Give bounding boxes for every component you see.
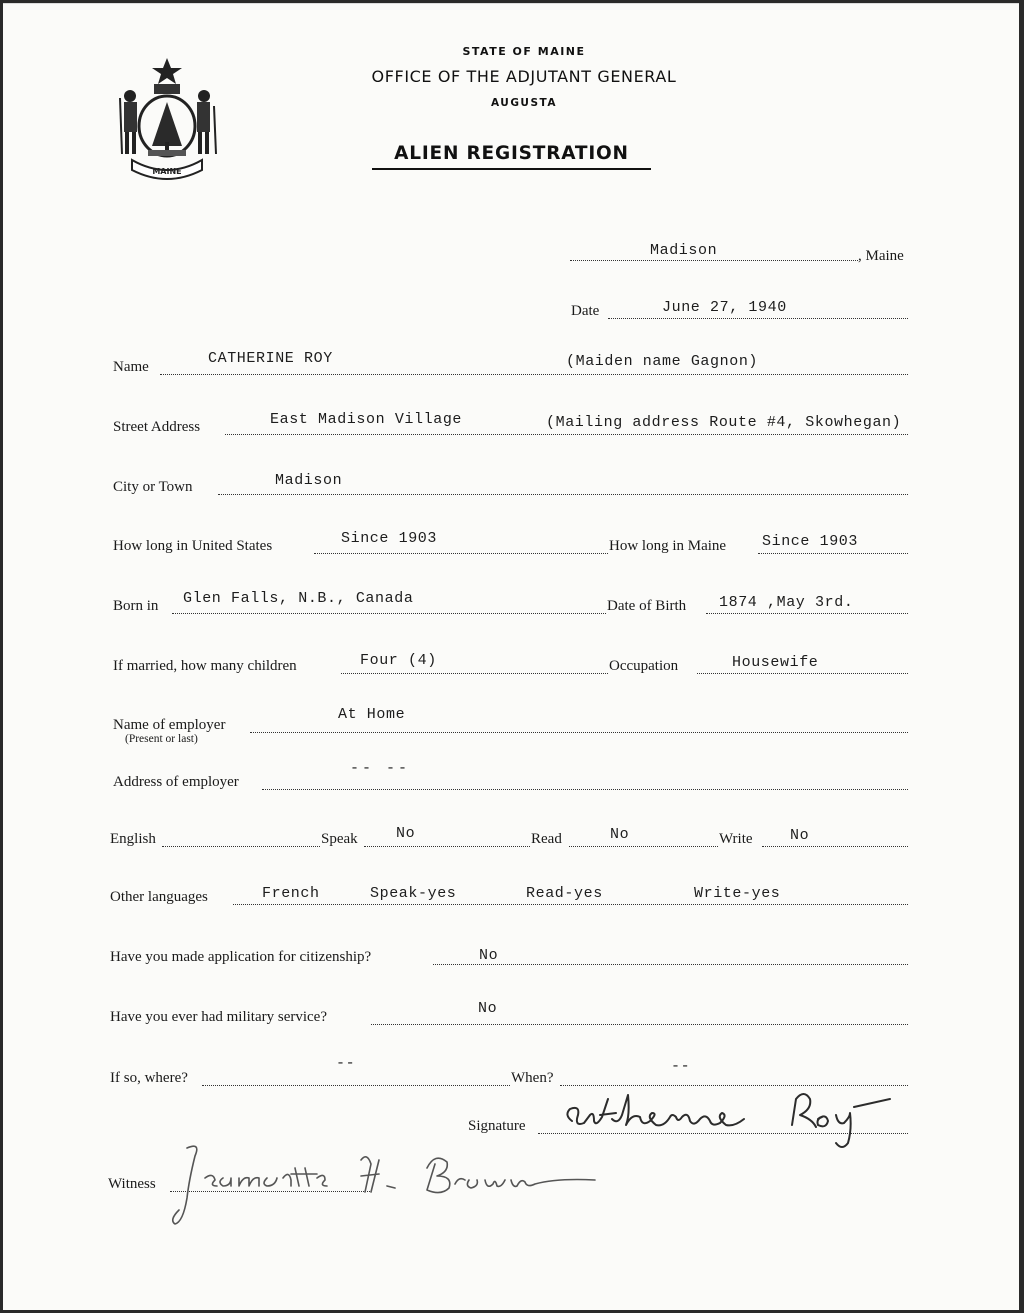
english-read-value[interactable]: No bbox=[610, 826, 630, 843]
how-long-maine-label: How long in Maine bbox=[609, 538, 727, 554]
occupation-label: Occupation bbox=[609, 658, 679, 674]
witness-handwriting bbox=[165, 1140, 625, 1230]
city-line bbox=[218, 494, 908, 495]
dob-label: Date of Birth bbox=[607, 598, 687, 614]
read-label: Read bbox=[531, 831, 562, 847]
occupation-value[interactable]: Housewife bbox=[732, 654, 819, 671]
form-title: ALIEN REGISTRATION bbox=[394, 143, 629, 164]
street-address-value[interactable]: East Madison Village bbox=[270, 411, 463, 428]
children-value[interactable]: Four (4) bbox=[360, 652, 437, 669]
name-line bbox=[160, 374, 908, 375]
street-address-label: Street Address bbox=[113, 419, 201, 435]
english-label: English bbox=[110, 831, 156, 847]
where-label: If so, where? bbox=[110, 1070, 188, 1086]
mailing-address-value[interactable]: (Mailing address Route #4, Skowhegan) bbox=[546, 414, 902, 431]
military-line bbox=[371, 1024, 908, 1025]
date-value[interactable]: June 27, 1940 bbox=[662, 299, 787, 316]
where-line bbox=[202, 1085, 510, 1086]
name-value[interactable]: CATHERINE ROY bbox=[208, 350, 333, 367]
town-line bbox=[570, 260, 858, 261]
how-long-maine-line bbox=[758, 553, 908, 554]
english-speak-value[interactable]: No bbox=[396, 825, 416, 842]
other-write-value[interactable]: Write-yes bbox=[694, 885, 781, 902]
date-label: Date bbox=[571, 303, 600, 319]
city-value[interactable]: Madison bbox=[275, 472, 343, 489]
signature-label: Signature bbox=[468, 1118, 526, 1134]
speak-label: Speak bbox=[321, 831, 358, 847]
other-read-value[interactable]: Read-yes bbox=[526, 885, 603, 902]
born-in-label: Born in bbox=[113, 598, 159, 614]
english-line bbox=[162, 846, 320, 847]
military-label: Have you ever had military service? bbox=[110, 1009, 327, 1025]
citizenship-label: Have you made application for citizenship? bbox=[110, 949, 372, 965]
how-long-maine-value[interactable]: Since 1903 bbox=[762, 533, 859, 550]
how-long-us-value[interactable]: Since 1903 bbox=[341, 530, 438, 547]
employer-line bbox=[250, 732, 908, 733]
when-value[interactable]: -- bbox=[671, 1058, 691, 1075]
english-write-value[interactable]: No bbox=[790, 827, 810, 844]
english-write-line bbox=[762, 846, 908, 847]
dob-line bbox=[706, 613, 908, 614]
title-underline bbox=[372, 168, 651, 170]
other-languages-label: Other languages bbox=[110, 889, 208, 905]
employer-value[interactable]: At Home bbox=[338, 706, 406, 723]
born-in-line bbox=[172, 613, 606, 614]
military-value[interactable]: No bbox=[478, 1000, 498, 1017]
city-label: City or Town bbox=[113, 479, 193, 495]
where-value[interactable]: -- bbox=[336, 1055, 356, 1072]
employer-address-value[interactable]: -- -- bbox=[350, 760, 411, 777]
children-label: If married, how many children bbox=[113, 658, 297, 674]
english-read-line bbox=[569, 846, 718, 847]
date-line bbox=[608, 318, 908, 319]
seal-banner-text: MAINE bbox=[152, 167, 182, 176]
how-long-us-label: How long in United States bbox=[113, 538, 273, 554]
header-office: OFFICE OF THE ADJUTANT GENERAL bbox=[371, 67, 677, 86]
occupation-line bbox=[697, 673, 908, 674]
header-city: AUGUSTA bbox=[490, 97, 557, 109]
english-speak-line bbox=[364, 846, 530, 847]
maiden-name-value[interactable]: (Maiden name Gagnon) bbox=[566, 353, 759, 370]
name-label: Name bbox=[113, 359, 149, 375]
employer-sublabel: (Present or last) bbox=[125, 733, 198, 745]
other-speak-value[interactable]: Speak-yes bbox=[370, 885, 457, 902]
citizenship-line bbox=[433, 964, 908, 965]
other-language-value[interactable]: French bbox=[262, 885, 320, 902]
how-long-us-line bbox=[314, 553, 608, 554]
born-in-value[interactable]: Glen Falls, N.B., Canada bbox=[183, 590, 414, 607]
state-suffix-label: , Maine bbox=[858, 248, 904, 264]
citizenship-value[interactable]: No bbox=[479, 947, 499, 964]
header-state: STATE OF MAINE bbox=[462, 45, 586, 58]
street-address-line bbox=[225, 434, 908, 435]
town-value[interactable]: Madison bbox=[650, 242, 718, 259]
employer-label: Name of employer bbox=[113, 717, 226, 733]
children-line bbox=[341, 673, 608, 674]
employer-address-line bbox=[262, 789, 908, 790]
witness-label: Witness bbox=[108, 1176, 156, 1192]
when-label: When? bbox=[511, 1070, 554, 1086]
dob-value[interactable]: 1874 ,May 3rd. bbox=[719, 594, 854, 611]
write-label: Write bbox=[719, 831, 753, 847]
other-languages-line bbox=[233, 904, 908, 905]
employer-address-label: Address of employer bbox=[113, 774, 239, 790]
